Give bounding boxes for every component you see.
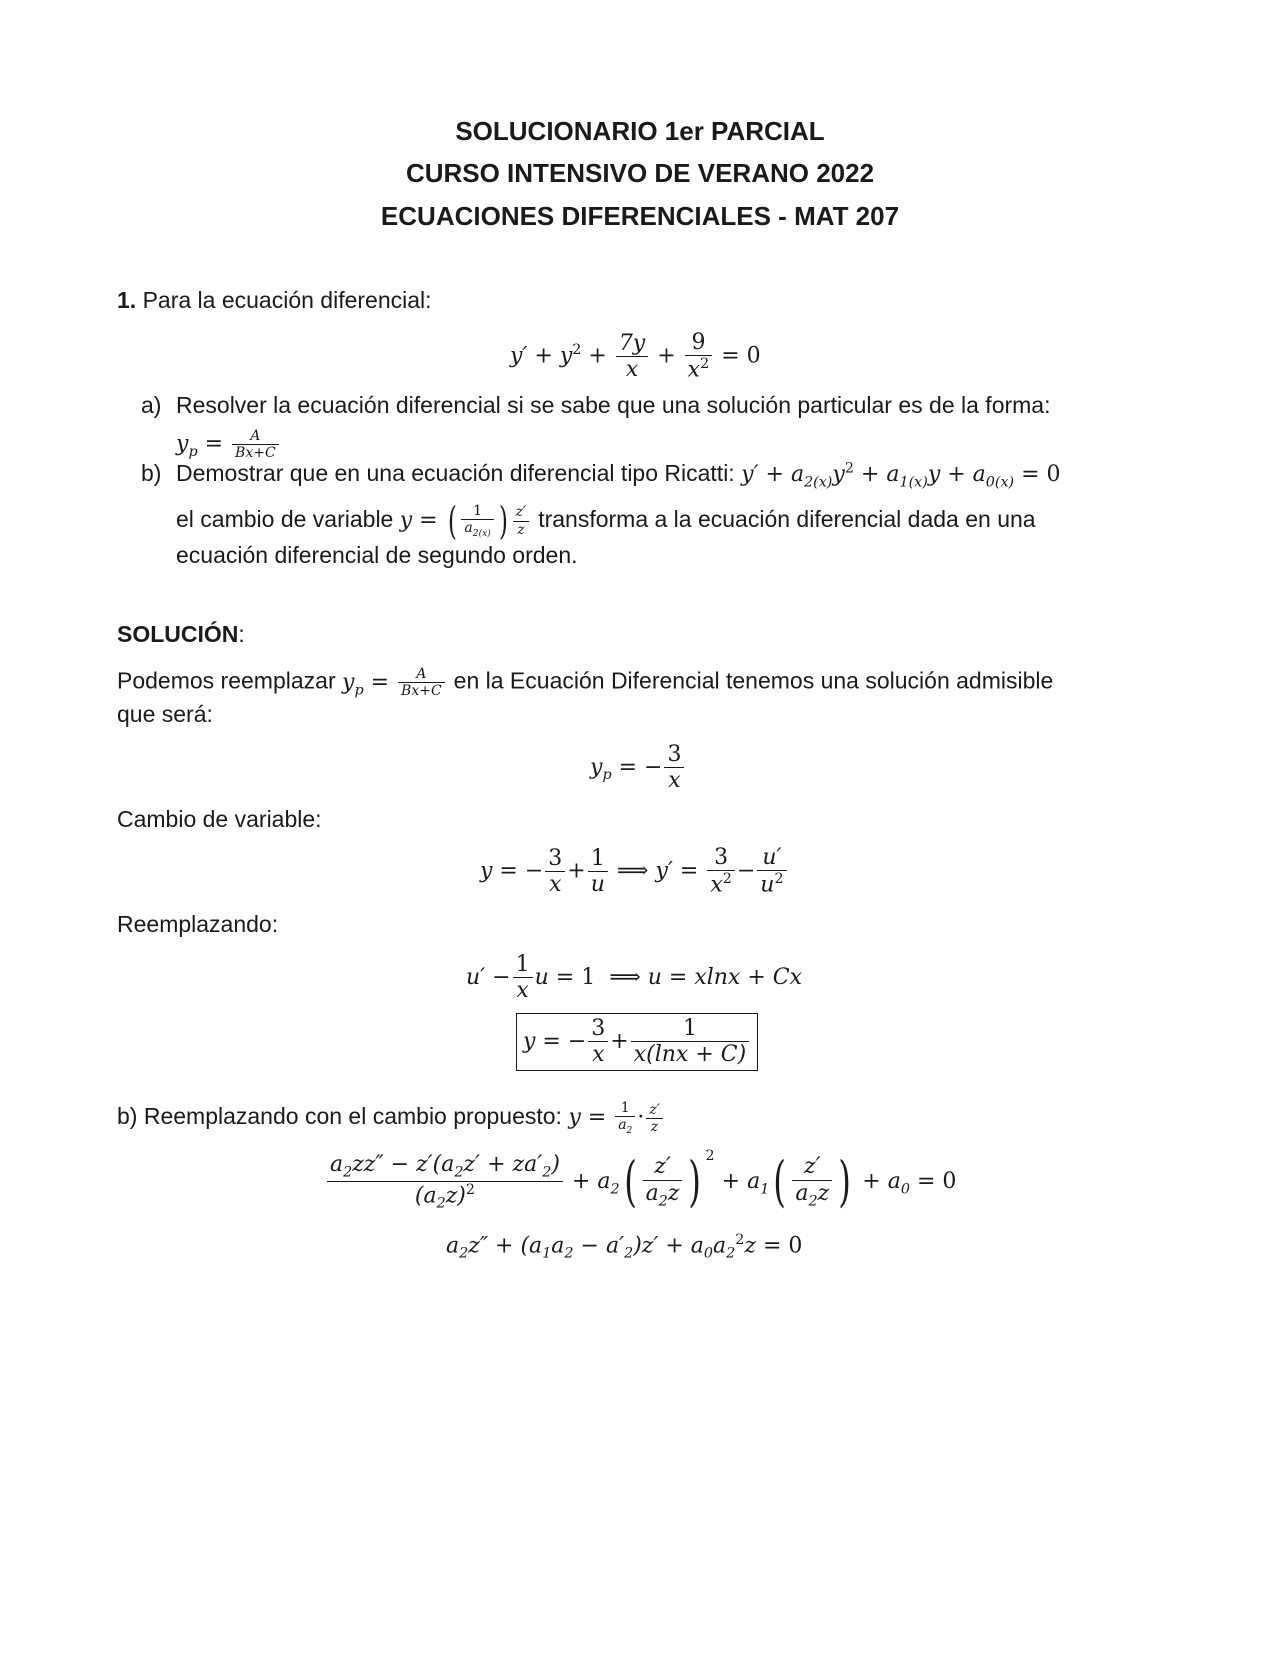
part-a-formula: $y_p$ = $\frac{A}{Bx+C}$ <box>176 428 281 461</box>
part-b-solution-line <box>117 1100 665 1136</box>
replace-text2: en la Ecuación Diferencial tenemos una solución admisible <box>453 667 1054 694</box>
part-b-text1: Demostrar que en una ecuación diferencial tipo Ricatti: <box>176 460 735 486</box>
course-name: CURSO INTENSIVO DE VERANO 2022 <box>405 158 875 188</box>
solution-heading: SOLUCIÓN: <box>117 621 245 647</box>
document-title: SOLUCIONARIO 1er PARCIAL <box>455 116 825 146</box>
part-a-text: Resolver la ecuación diferencial si se sabe que una solución particular es de la forma: <box>176 392 1051 418</box>
part-b-solution-text: b) Reemplazando con el cambio propuesto: <box>117 1103 562 1130</box>
particular-solution: $y_p$ = − $\frac{3}{x}$ <box>590 742 686 794</box>
general-solution-box: y = − $\frac{3}{x}$ + $\frac{1}{x(\ln x + C)}$ <box>516 1013 758 1071</box>
part-b-text4: ecuación diferencial de segundo orden. <box>176 542 578 568</box>
second-order-equation: $a_2z'' + (a_1a_2 - a'_2)z' + a_0a_2^2z = 0$ <box>446 1232 803 1262</box>
problem-number: 1. <box>117 287 137 313</box>
solution-replace-line <box>117 666 1053 699</box>
subject-name: ECUACIONES DIFERENCIALES - MAT 207 <box>380 201 900 231</box>
part-b-text2: el cambio de variable <box>176 506 394 532</box>
yp-formula: $y_p$ = $\frac{A}{Bx+C}$ <box>342 670 454 695</box>
part-a-label: a) <box>141 392 162 418</box>
ricatti-equation: $y' + a_{2(x)}y^2 + a_{1(x)}y + a_{0(x)} = 0$ <box>741 460 1061 491</box>
linear-equation: u′ − $\frac{1}{x}$ u = 1 ⟹ u = xlnx + Cx <box>466 952 803 1004</box>
part-b-label: b) <box>141 460 162 486</box>
replace-text1: Podemos reemplazar <box>117 667 336 694</box>
main-equation: $y' + y^2$ + $\frac{7y}{x}$ + $\frac{9}{x^2}$ = 0 <box>510 330 761 383</box>
substituted-equation: $\frac{a_2zz'' - z'(a_2z' + za'_2)}{(a_2z)^2}$ + $a_2$( $\frac{z'}{a_2z}$ ) $^2 + a_1$( $\frac{z'}{a_2z}$ ) + $a_0 = 0$ <box>325 1148 956 1212</box>
change-label: Cambio de variable: <box>117 806 322 832</box>
part-b-line2 <box>176 499 1036 543</box>
variable-change-equation: y = − $\frac{3}{x}$ + $\frac{1}{u}$ ⟹ y′ = $\frac{3}{x^2}$ − $\frac{u'}{u^2}$ <box>480 845 789 898</box>
problem-intro <box>117 287 432 314</box>
replace-text3: que será: <box>117 701 213 727</box>
variable-change-formula: y = ( $\frac{1}{a_{2(x)}}$ ) $\frac{z'}{z}$ <box>400 508 538 533</box>
problem-intro-text: Para la ecuación diferencial: <box>142 287 432 313</box>
part-b-line1 <box>176 460 1061 490</box>
part-b-text3: transforma a la ecuación diferencial dada en una <box>538 506 1036 532</box>
proposed-change-formula: y = $\frac{1}{a_2}$ · $\frac{z'}{z}$ <box>568 1105 665 1130</box>
substituting-label: Reemplazando: <box>117 911 279 937</box>
